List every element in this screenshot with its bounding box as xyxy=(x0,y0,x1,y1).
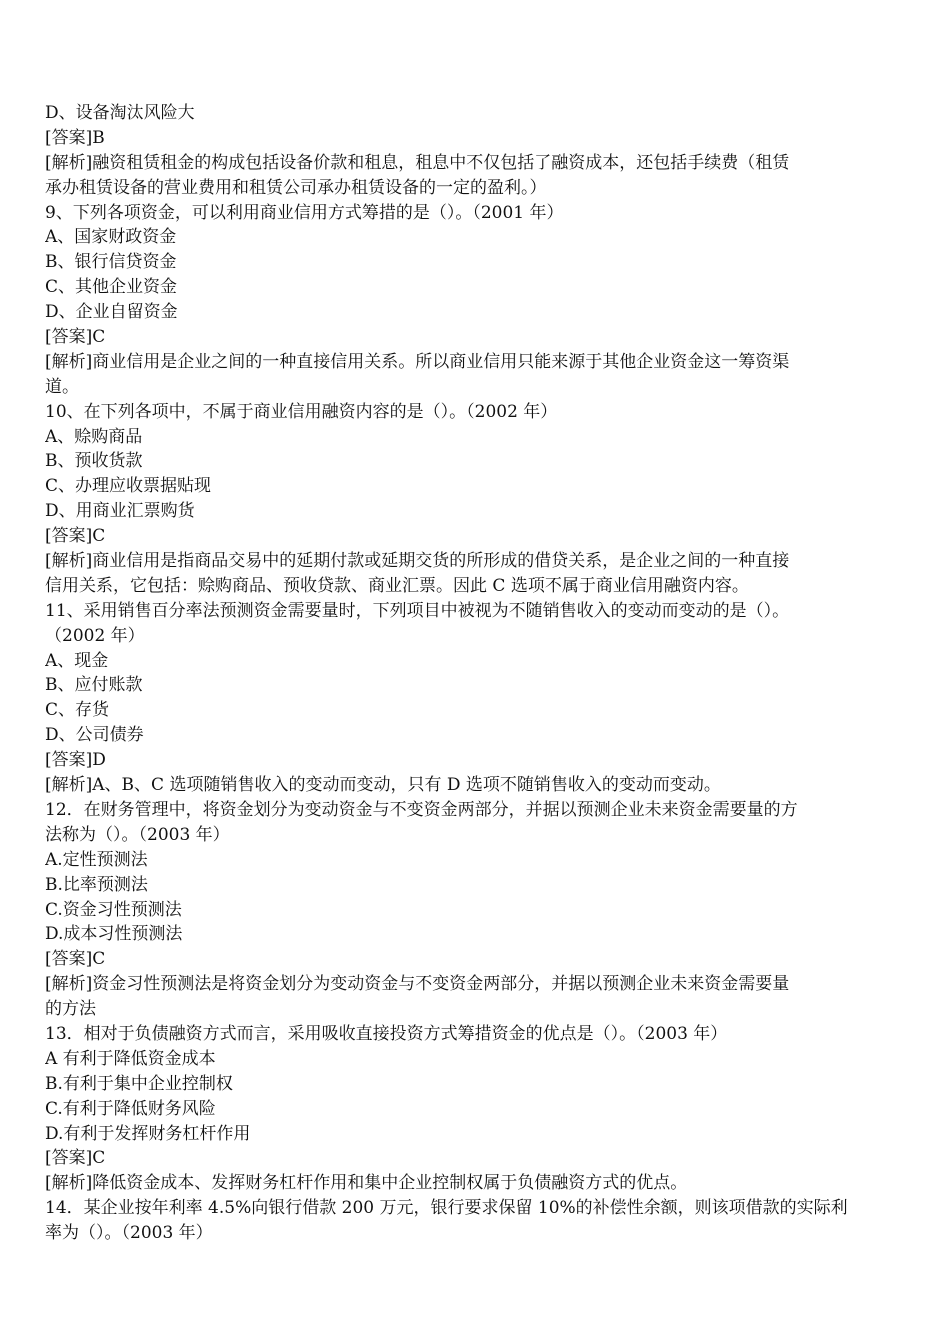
question-line: （2002 年） xyxy=(45,625,145,646)
option-line: D.有利于发挥财务杠杆作用 xyxy=(45,1123,251,1144)
question-line: 9、下列各项资金，可以利用商业信用方式筹措的是（）。（2001 年） xyxy=(45,202,564,223)
option-line: B、银行信贷资金 xyxy=(45,252,177,273)
option-line: C、其他企业资金 xyxy=(45,277,178,298)
option-line: C、存货 xyxy=(45,700,110,721)
answer-line: [答案]C xyxy=(45,949,106,970)
question-line: 12．在财务管理中，将资金划分为变动资金与不变资金两部分，并据以预测企业未来资金需要量的方 xyxy=(45,799,798,820)
option-line: A、现金 xyxy=(45,650,109,671)
explanation-line: [解析]融资租赁租金的构成包括设备价款和租息，租息中不仅包括了融资成本，还包括手续费（租赁 xyxy=(45,152,790,173)
explanation-line: 承办租赁设备的营业费用和租赁公司承办租赁设备的一定的盈利。） xyxy=(45,177,547,198)
option-line: B.有利于集中企业控制权 xyxy=(45,1073,233,1094)
explanation-line: [解析]商业信用是企业之间的一种直接信用关系。所以商业信用只能来源于其他企业资金这一筹资渠 xyxy=(45,351,790,372)
question-line: 11、采用销售百分率法预测资金需要量时，下列项目中被视为不随销售收入的变动而变动的是（）。 xyxy=(45,600,790,621)
explanation-line: 信用关系，它包括：赊购商品、预收贷款、商业汇票。因此 C 选项不属于商业信用融资内容。 xyxy=(45,575,749,596)
question-line: 法称为（）。（2003 年） xyxy=(45,824,230,845)
question-line: 13．相对于负债融资方式而言，采用吸收直接投资方式筹措资金的优点是（）。（2003 年） xyxy=(45,1023,728,1044)
option-line: C.有利于降低财务风险 xyxy=(45,1098,216,1119)
option-line: B、预收货款 xyxy=(45,451,143,472)
text-line: D、设备淘汰风险大 xyxy=(45,103,195,123)
option-line: D.成本习性预测法 xyxy=(45,924,183,945)
option-line: C.资金习性预测法 xyxy=(45,899,182,920)
option-line: D、公司债券 xyxy=(45,725,144,746)
explanation-line: [解析]A、B、C 选项随销售收入的变动而变动，只有 D 选项不随销售收入的变动而变动。 xyxy=(45,775,721,796)
explanation-line: 的方法 xyxy=(45,999,96,1020)
answer-line: [答案]D xyxy=(45,750,106,771)
option-line: D、企业自留资金 xyxy=(45,302,178,323)
option-line: A、赊购商品 xyxy=(45,426,143,447)
explanation-line: [解析]降低资金成本、发挥财务杠杆作用和集中企业控制权属于负债融资方式的优点。 xyxy=(45,1173,688,1194)
answer-line: [答案]C xyxy=(45,327,106,348)
question-line: 率为（）。（2003 年） xyxy=(45,1223,213,1244)
answer-line: [答案]C xyxy=(45,1148,106,1169)
answer-line: [答案]C xyxy=(45,526,106,547)
option-line: A.定性预测法 xyxy=(45,849,148,870)
option-line: A、国家财政资金 xyxy=(45,227,177,248)
explanation-line: 道。 xyxy=(45,376,79,397)
option-line: C、办理应收票据贴现 xyxy=(45,476,212,497)
option-line: A 有利于降低资金成本 xyxy=(45,1048,216,1069)
option-line: B、应付账款 xyxy=(45,675,143,696)
option-line: B.比率预测法 xyxy=(45,874,148,895)
option-line: D、用商业汇票购货 xyxy=(45,501,195,522)
explanation-line: [解析]商业信用是指商品交易中的延期付款或延期交货的所形成的借贷关系，是企业之间的一种直接 xyxy=(45,551,790,572)
question-line: 14．某企业按年利率 4.5%向银行借款 200 万元，银行要求保留 10%的补偿性余额，则该项借款的实际利 xyxy=(45,1198,848,1219)
explanation-line: [解析]资金习性预测法是将资金划分为变动资金与不变资金两部分，并据以预测企业未来资金需要量 xyxy=(45,974,790,995)
question-line: 10、在下列各项中，不属于商业信用融资内容的是（）。（2002 年） xyxy=(45,401,558,422)
answer-line: [答案]B xyxy=(45,127,105,148)
